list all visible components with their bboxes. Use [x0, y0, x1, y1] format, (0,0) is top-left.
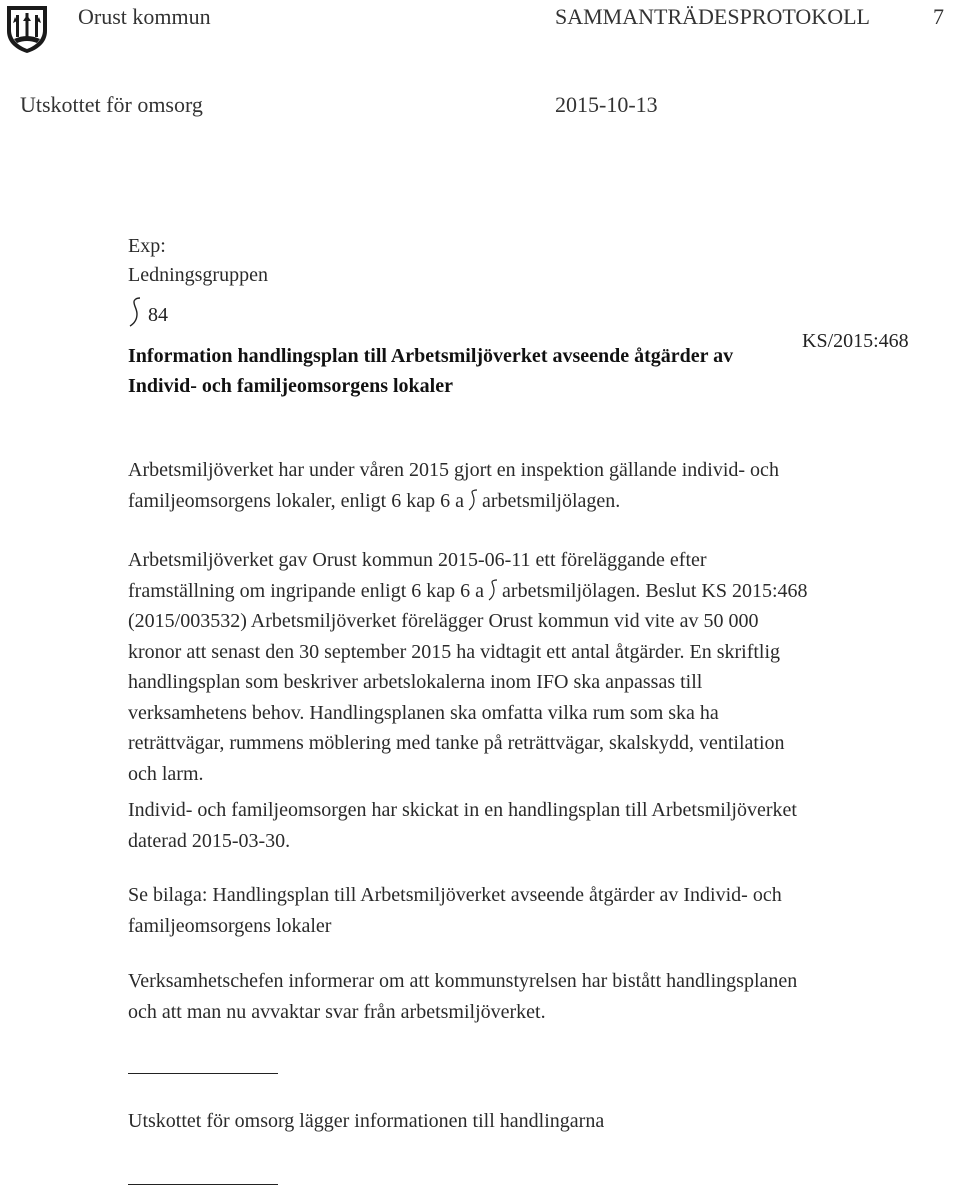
text-line: (2015/003532) Arbetsmiljöverket förelägger Orust kommun vid vite av 50 000 [128, 610, 759, 632]
text-span: arbetsmiljölagen. [481, 489, 621, 512]
protocol-title: SAMMANTRÄDESPROTOKOLL [555, 4, 870, 29]
divider-line [128, 1073, 278, 1074]
committee-name: Utskottet för omsorg [20, 92, 203, 117]
page-number: 7 [933, 4, 944, 29]
section-number-row [128, 297, 168, 327]
text-line: handlingsplan som beskriver arbetslokalerna inom IFO ska anpassas till [128, 671, 703, 693]
section-title [128, 341, 733, 401]
section-title-line: Information handlingsplan till Arbetsmiljöverket avseende åtgärder av [128, 345, 734, 367]
text-line: verksamhetens behov. Handlingsplanen ska omfatta vilka rum som ska ha [128, 701, 719, 724]
meeting-date: 2015-10-13 [555, 92, 658, 117]
exp-recipient: Ledningsgruppen [128, 264, 268, 286]
text-line: familjeomsorgens lokaler [128, 914, 332, 937]
paragraph-attachment [128, 880, 948, 941]
section-sign-icon [468, 489, 478, 511]
coat-of-arms-icon [4, 3, 50, 55]
decision-text: Utskottet för omsorg lägger informationen till handlingarna [128, 1110, 605, 1132]
text-span: familjeomsorgens lokaler, enligt 6 kap 6 a [128, 489, 464, 512]
text-line: Individ- och familjeomsorgen har skickat in en handlingsplan till Arbetsmiljöverket [128, 799, 797, 821]
section-number: 84 [148, 304, 168, 326]
text-line: Verksamhetschefen informerar om att kommunstyrelsen har bistått handlingsplanen [128, 970, 798, 992]
text-line: och att man nu avvaktar svar från arbetsmiljöverket. [128, 1000, 546, 1023]
paragraph-injunction [128, 545, 948, 789]
paragraph-plan-submitted [128, 795, 948, 856]
divider-line [128, 1184, 278, 1185]
municipality-name: Orust kommun [78, 4, 211, 29]
case-number: KS/2015:468 [802, 330, 909, 352]
text-line: kronor att senast den 30 september 2015 ha vidtagit ett antal åtgärder. En skriftlig [128, 640, 781, 663]
text-line: Se bilaga: Handlingsplan till Arbetsmiljöverket avseende åtgärder av Individ- och [128, 884, 782, 906]
paragraph-inspection [128, 455, 948, 516]
text-line [128, 486, 948, 517]
text-line: Arbetsmiljöverket gav Orust kommun 2015-06-11 ett föreläggande efter [128, 549, 707, 571]
paragraph-status [128, 966, 948, 1027]
section-sign-icon [128, 297, 142, 327]
decision-paragraph [128, 1106, 948, 1137]
text-line: och larm. [128, 762, 204, 785]
exp-label: Exp: [128, 235, 166, 257]
text-line: daterad 2015-03-30. [128, 829, 291, 852]
section-sign-icon [488, 579, 498, 601]
text-span: arbetsmiljölagen. Beslut KS 2015:468 [502, 579, 808, 602]
text-line: reträttvägar, rummens möblering med tanke på reträttvägar, skalskydd, ventilation [128, 732, 785, 754]
text-line [128, 576, 948, 607]
text-span: framställning om ingripande enligt 6 kap 6 a [128, 579, 485, 602]
section-title-line: Individ- och familjeomsorgens lokaler [128, 375, 453, 397]
text-line: Arbetsmiljöverket har under våren 2015 gjort en inspektion gällande individ- och [128, 459, 779, 481]
